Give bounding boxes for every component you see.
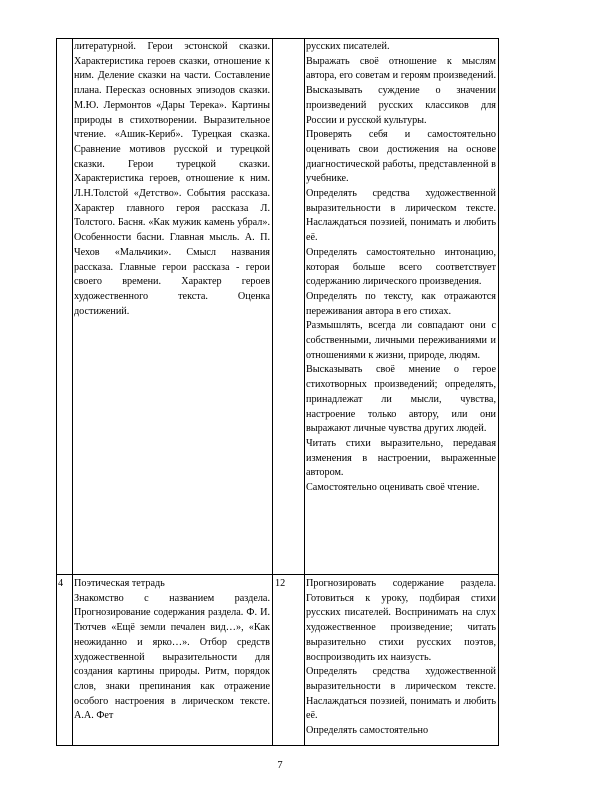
table-row-2-activities [306,577,496,744]
row-1-activity: Высказывать своё мнение о герое стихотворных произведений; определять, принадлежат ли мысли, чувства, настроение только автору, или они выражают личные чувства других людей. [306,364,496,435]
table-row-1-activities [306,40,496,572]
table-row-1-content [74,40,270,572]
table-border-bottom [56,745,499,746]
row-1-activity: русских писателей. [306,41,390,52]
row-1-activity: Размышлять, всегда ли совпадают они с собственными, личными переживаниями и отношениями к жизни, природе, людям. [306,320,496,361]
table-border-right [498,38,499,746]
row-1-activity: Читать стихи выразительно, передавая изменения в настроении, выраженные автором. [306,437,496,479]
page-number: 7 [277,760,283,771]
row-2-activity: Определять средства художественной выразительности в лирическом тексте. Наслаждаться поэзией, понимать и любить её. [306,666,496,722]
row-1-activity: Определять средства художественной выразительности в лирическом тексте. Наслаждаться поэзией, понимать и любить её. [306,188,496,244]
table-row-divider [56,574,499,575]
row-1-activity: Определять самостоятельно интонацию, которая больше всего соответствует содержанию лирического произведения. [306,246,496,288]
table-border-col3 [272,38,273,746]
section-title: Поэтическая тетрадь [74,578,165,589]
table-border-col2 [72,38,73,746]
row-1-activity: Выражать своё отношение к мыслям автора, его советам и героям произведений. Высказывать суждение о значении произведений русских классиков для России и русской культуры. [306,55,496,126]
table-row-2-content [74,577,270,744]
table-border-left [56,38,57,746]
row-2-activity: Прогнозировать содержание раздела. Готовиться к уроку, подбирая стихи русских писателей. Воспринимать на слух художественное произведение; читать выразительно стихи русских поэтов, воспроизводить их наизусть. [306,578,496,663]
row-1-activity: Определять по тексту, как отражаются переживания автора в его стихах. [306,290,496,317]
row-1-activity: Проверять себя и самостоятельно оценивать свои достижения на основе диагностической работы, представленной в учебнике. [306,129,496,185]
table-border-col4 [304,38,305,746]
row-2-content-text: Знакомство с названием раздела. Прогнозирование содержания раздела. Ф. И. Тютчев «Ещё земли печален вид…», «Как неожиданно и ярко…». Отбор средств художественной выразительности для создания картины природы. Ритм, порядок слов, знаки препинания как отражение особого настроения в лирическом тексте. А.А. Фет [74,592,270,722]
table-border-top [56,38,499,39]
row-1-activity: Самостоятельно оценивать своё чтение. [306,482,480,494]
row-2-hours: 12 [275,578,286,589]
row-2-number: 4 [58,578,64,589]
row-1-content-text: литературной. Герои эстонской сказки. Характеристика героев сказки, отношение к ним. Деление сказки на части. Составление плана. Пересказ основных эпизодов сказки. М.Ю. Лермонтов «Дары Терека». Картины природы в стихотворении. Выразительное чтение. «Ашик-Кериб». Турецкая сказка. Сравнение мотивов русской и турецкой сказки. Герои турецкой сказки. Характеристика героев, отношение к ним. Л.Н.Толстой «Детство». События рассказа. Характер главного героя рассказа Л. Толстого. Басня. «Как мужик камень убрал». Особенности басни. Главная мысль. А. П. Чехов «Мальчики». Смысл названия рассказа. Главные герои рассказа - герои своего времени. Характер героев художественного текста. Оценка достижений. [74,41,270,317]
row-2-activity: Определять самостоятельно [306,725,429,737]
